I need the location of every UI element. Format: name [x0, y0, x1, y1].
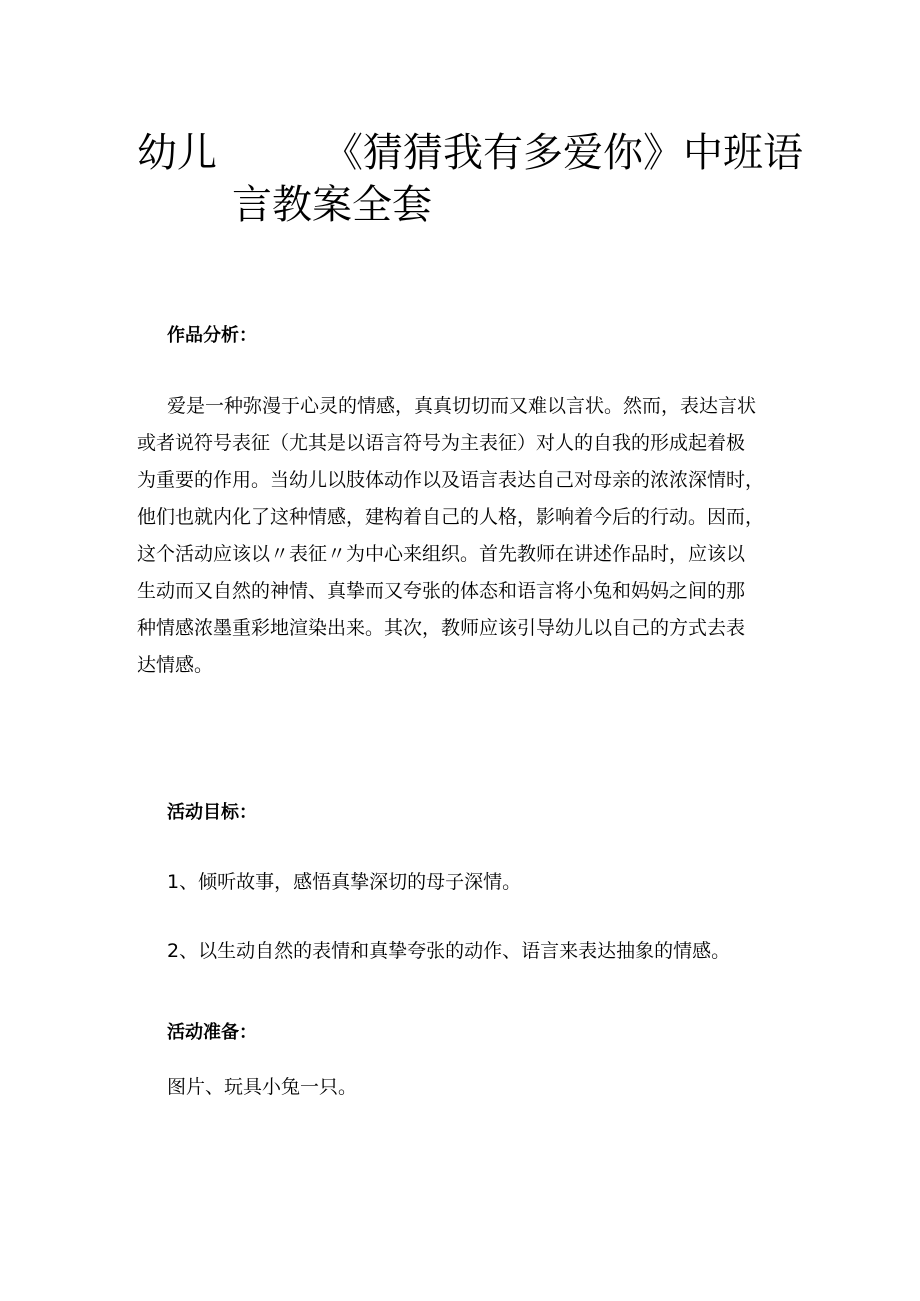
document-title-line-2: 言教案全套 — [232, 182, 432, 228]
analysis-heading: 作品分析： — [167, 325, 257, 346]
paragraph-line: 他们也就内化了这种情感，建构着自己的人格，影响着今后的行动。因而， — [137, 506, 765, 528]
goal-item-1: 1、倾听故事，感悟真挚深切的母子深情。 — [167, 871, 522, 893]
paragraph-line: 生动而又自然的神情、真挚而又夸张的体态和语言将小兔和妈妈之间的那 — [137, 580, 746, 602]
paragraph-line: 这个活动应该以〃表征〃为中心来组织。首先教师在讲述作品时，应该以 — [137, 543, 746, 565]
preparation-heading: 活动准备： — [167, 1022, 257, 1043]
goals-heading: 活动目标： — [167, 802, 257, 823]
analysis-paragraph — [137, 388, 807, 684]
paragraph-line: 为重要的作用。当幼儿以肢体动作以及语言表达自己对母亲的浓浓深情时， — [137, 469, 765, 491]
title-part-1: 幼儿 — [137, 130, 217, 176]
title-part-2: 《猜猜我有多爱你》中班语 — [323, 130, 803, 176]
paragraph-line: 种情感浓墨重彩地渲染出来。其次，教师应该引导幼儿以自己的方式去表 — [137, 617, 746, 639]
document-title-line-1 — [137, 130, 803, 176]
paragraph-line: 或者说符号表征（尤其是以语言符号为主表征）对人的自我的形成起着极 — [137, 432, 746, 454]
goal-item-2: 2、以生动自然的表情和真挚夸张的动作、语言来表达抽象的情感。 — [167, 940, 731, 962]
paragraph-line: 达情感。 — [137, 654, 214, 676]
paragraph-line: 爱是一种弥漫于心灵的情感，真真切切而又难以言状。然而，表达言状 — [167, 395, 757, 417]
preparation-text: 图片、玩具小兔一只。 — [167, 1076, 358, 1098]
